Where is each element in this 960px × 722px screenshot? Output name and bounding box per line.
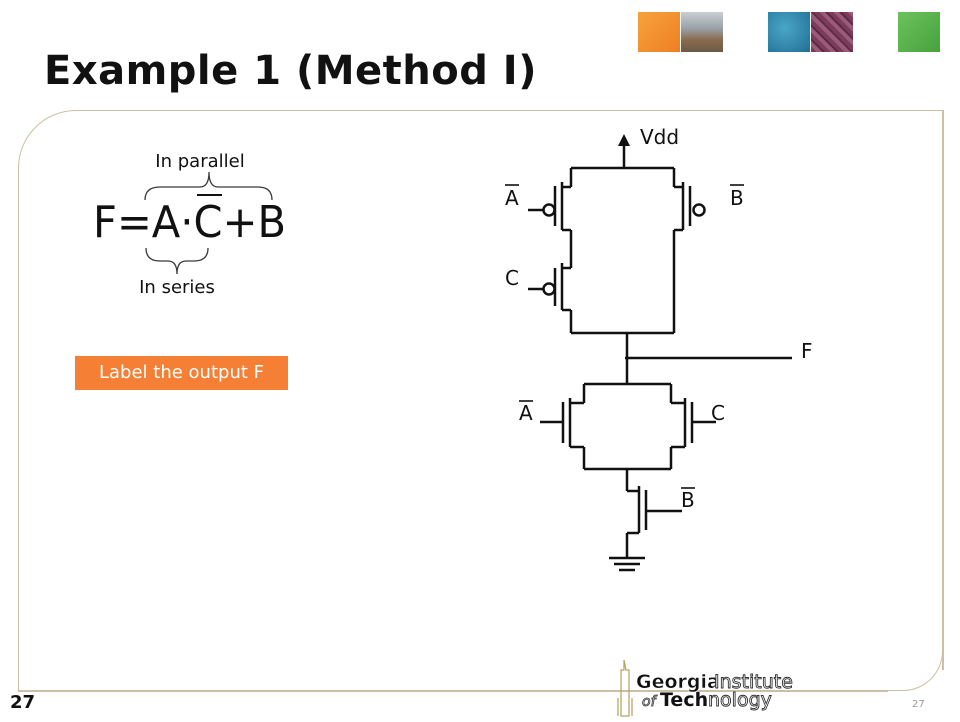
pmos-transistor-b [674,168,705,333]
pmos-a-label: A [505,186,519,210]
page-number: 27 [10,692,36,713]
logo-georgia: Georgia [636,671,720,693]
pmos-transistor-a [528,168,571,250]
annotation-in-series: In series [139,277,215,298]
tower-icon [618,660,632,716]
pmos-transistor-c [528,250,571,333]
nmos-transistor-a [540,384,584,469]
ground-icon [609,558,645,570]
equation-expression: F=A·C+B [93,197,286,248]
logo-institute: Institute [714,671,793,693]
nmos-transistor-c [671,384,716,469]
nmos-b-label: B [681,488,695,512]
pmos-c-label: C [505,266,519,290]
vdd-label: Vdd [640,125,680,149]
logo-nology: nology [708,689,772,711]
annotation-in-parallel: In parallel [155,151,245,172]
logo-of: of [642,694,656,710]
slide-title: Example 1 (Method I) [44,48,537,94]
pmos-b-label: B [730,186,744,210]
georgia-tech-logo [608,658,823,718]
logo-tech: Tech [660,689,709,711]
nmos-a-label: A [519,401,533,425]
callout-label-output: Label the output F [75,356,288,390]
page-number-footer: 27 [912,699,925,710]
output-label: F [801,339,813,363]
nmos-c-label: C [711,401,725,425]
nmos-transistor-b [627,469,682,558]
vdd-arrow-icon [618,134,630,146]
